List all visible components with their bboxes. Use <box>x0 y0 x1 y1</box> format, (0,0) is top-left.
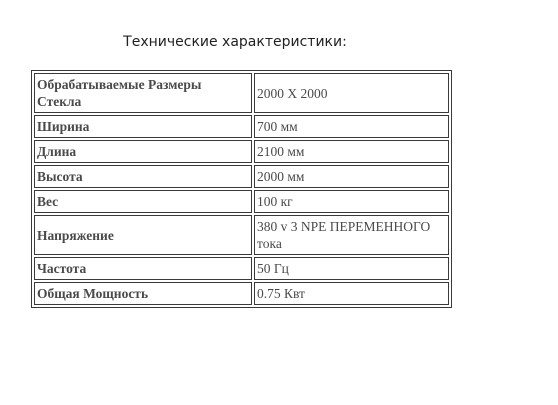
spec-value-glass-size: 2000 X 2000 <box>254 73 449 113</box>
spec-label-voltage: Напряжение <box>34 215 252 255</box>
spec-heading: Технические характеристики: <box>123 34 347 50</box>
table-row <box>34 190 449 213</box>
table-row <box>34 257 449 280</box>
spec-label-glass-size: Обрабатываемые Размеры Стекла <box>34 73 252 113</box>
spec-label-weight: Вес <box>34 190 252 213</box>
table-row <box>34 73 449 113</box>
spec-value-width: 700 мм <box>254 115 449 138</box>
table-row <box>34 140 449 163</box>
spec-label-width: Ширина <box>34 115 252 138</box>
spec-value-length: 2100 мм <box>254 140 449 163</box>
spec-table <box>31 70 452 308</box>
spec-label-frequency: Частота <box>34 257 252 280</box>
table-row <box>34 215 449 255</box>
table-row <box>34 115 449 138</box>
spec-value-height: 2000 мм <box>254 165 449 188</box>
spec-label-length: Длина <box>34 140 252 163</box>
spec-value-voltage: 380 v 3 NPE ПЕРЕМЕННОГО тока <box>254 215 449 255</box>
table-row <box>34 165 449 188</box>
spec-label-total-power: Общая Мощность <box>34 282 252 305</box>
table-row <box>34 282 449 305</box>
spec-label-height: Высота <box>34 165 252 188</box>
spec-value-total-power: 0.75 Квт <box>254 282 449 305</box>
spec-value-weight: 100 кг <box>254 190 449 213</box>
spec-value-frequency: 50 Гц <box>254 257 449 280</box>
